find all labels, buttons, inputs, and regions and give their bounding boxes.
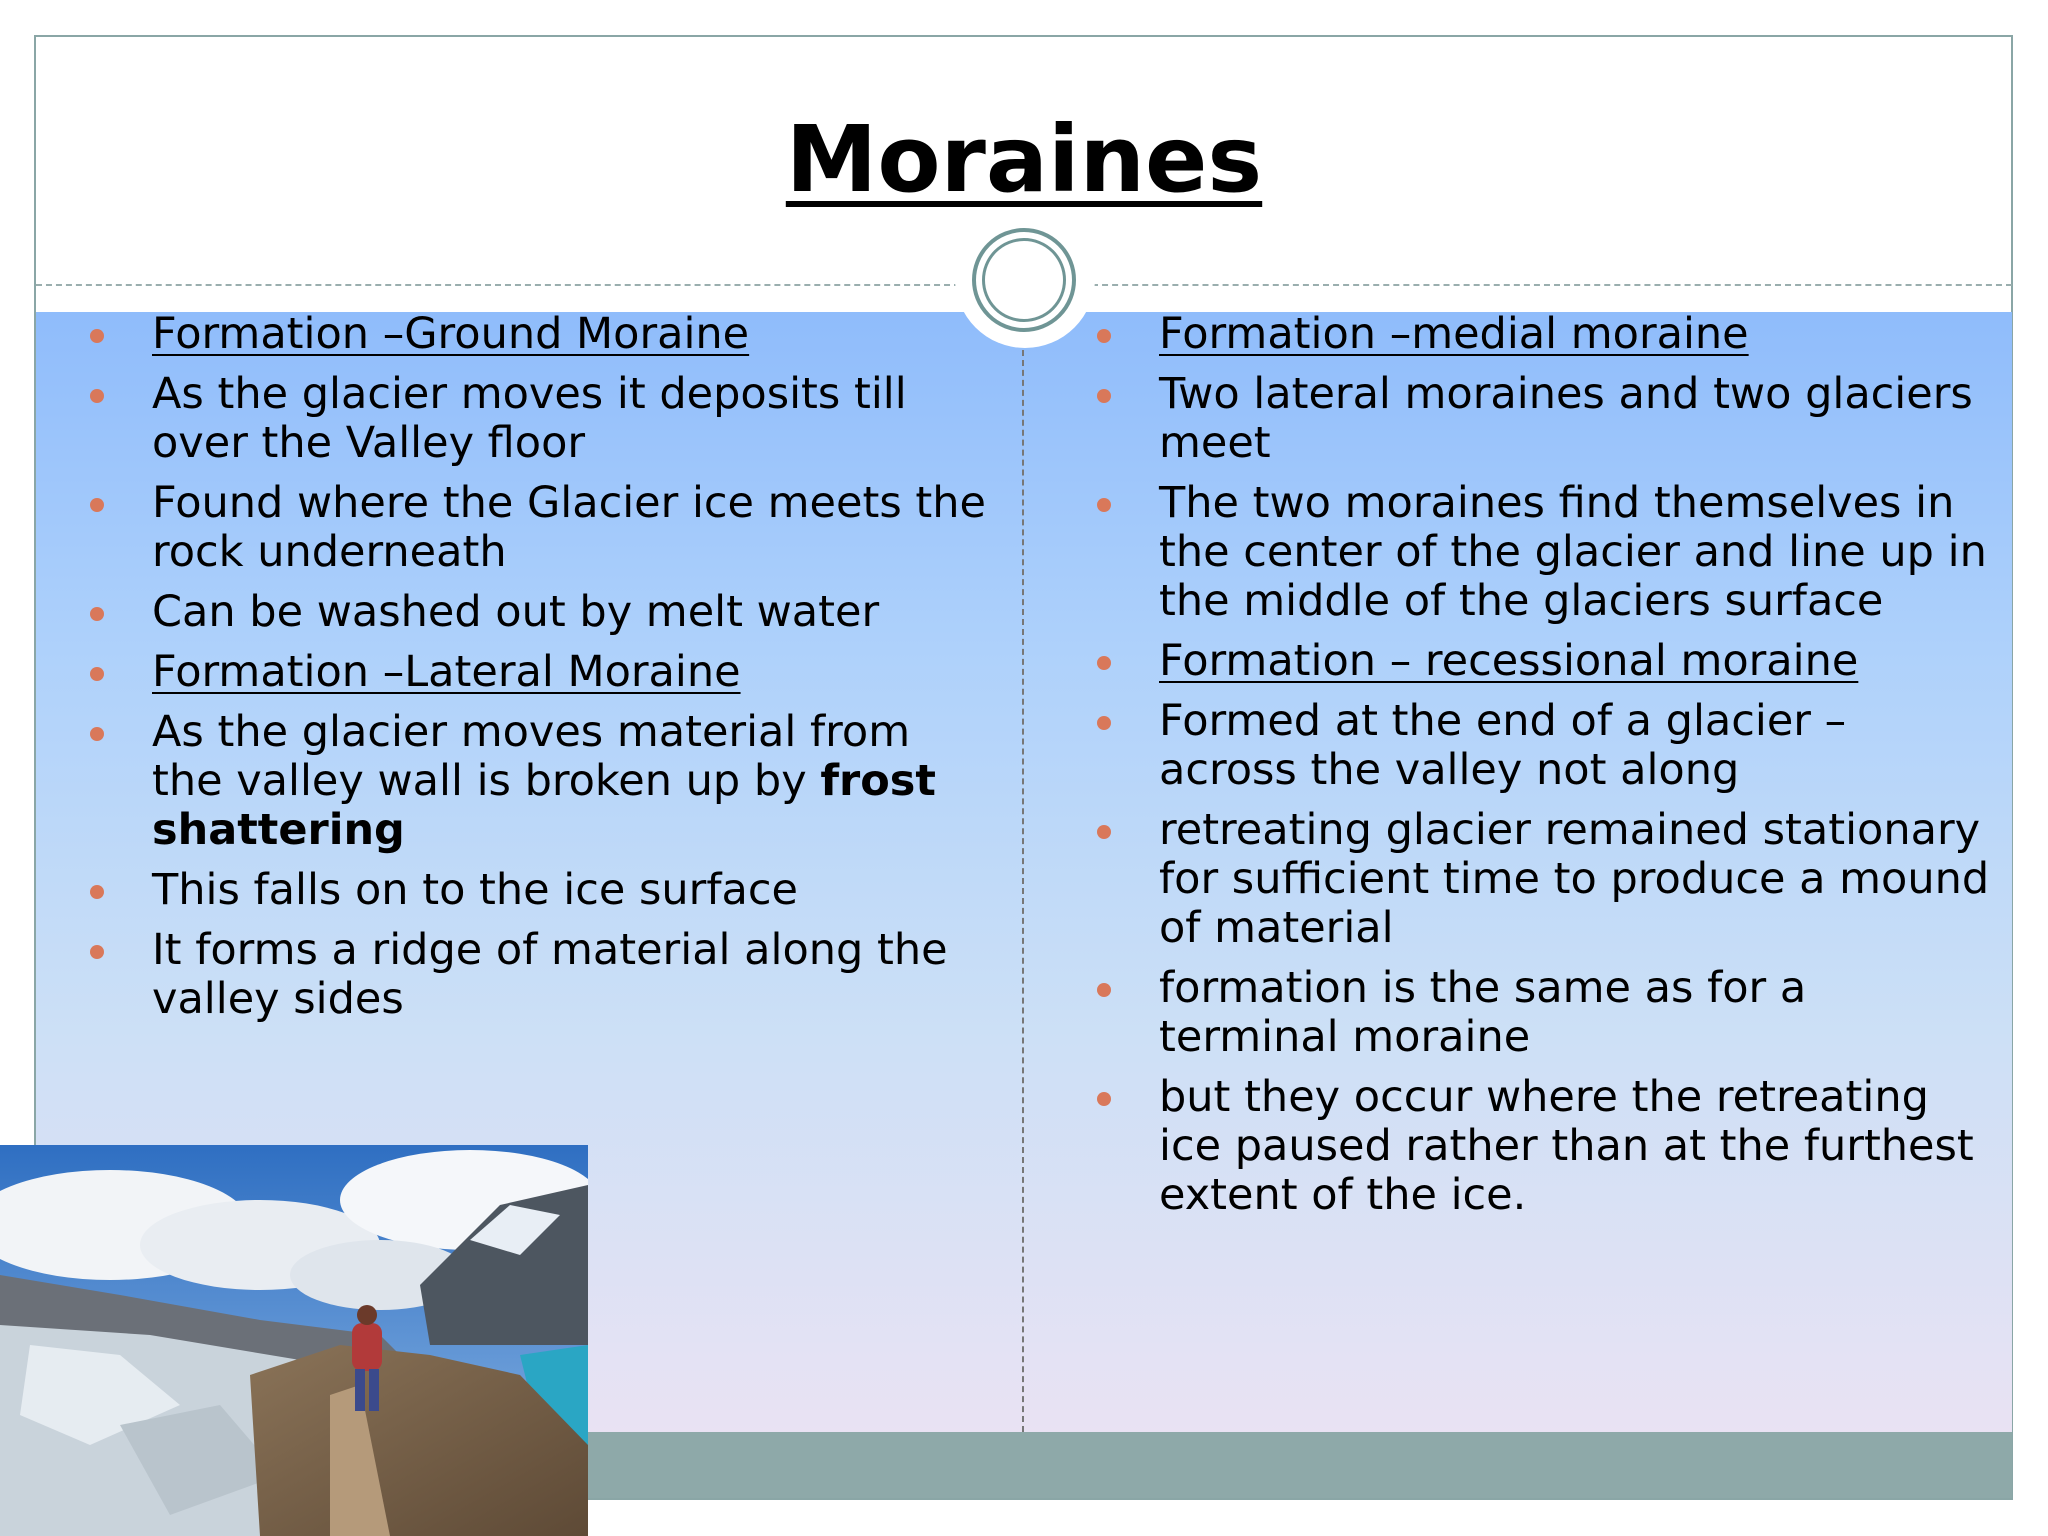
moraine-photo-hiker-icon (0, 1145, 588, 1536)
moraine-photo (0, 1145, 588, 1536)
column-divider (1022, 350, 1024, 1432)
list-item: retreating glacier remained stationary for sufficient time to produce a mound of material (1097, 806, 1997, 953)
list-item: It forms a ridge of material along the valley sides (90, 926, 990, 1024)
list-item: Formation – recessional moraine (1097, 637, 1997, 686)
left-bullet-list (90, 310, 990, 1035)
header-divider-right (1092, 284, 2012, 286)
list-item: Can be washed out by melt water (90, 588, 990, 637)
slide-title: Moraines (785, 106, 1263, 213)
ring-ornament-inner (982, 238, 1066, 322)
header-divider-left (36, 284, 960, 286)
list-item: Found where the Glacier ice meets the rock underneath (90, 479, 990, 577)
list-item: Two lateral moraines and two glaciers meet (1097, 370, 1997, 468)
list-item: Formation –Lateral Moraine (90, 648, 990, 697)
list-item: Formation –medial moraine (1097, 310, 1997, 359)
bold-term: frost shattering (152, 756, 936, 855)
list-item: Formation –Ground Moraine (90, 310, 990, 359)
list-item: formation is the same as for a terminal moraine (1097, 964, 1997, 1062)
list-item: This falls on to the ice surface (90, 866, 990, 915)
list-item: Formed at the end of a glacier – across the valley not along (1097, 697, 1997, 795)
list-item: As the glacier moves material from the valley wall is broken up by frost shattering (90, 708, 990, 855)
list-item: The two moraines find themselves in the center of the glacier and line up in the middle of the glaciers surface (1097, 479, 1997, 626)
list-item: As the glacier moves it deposits till over the Valley floor (90, 370, 990, 468)
right-bullet-list (1097, 310, 1997, 1231)
list-item: but they occur where the retreating ice paused rather than at the furthest extent of the ice. (1097, 1073, 1997, 1220)
